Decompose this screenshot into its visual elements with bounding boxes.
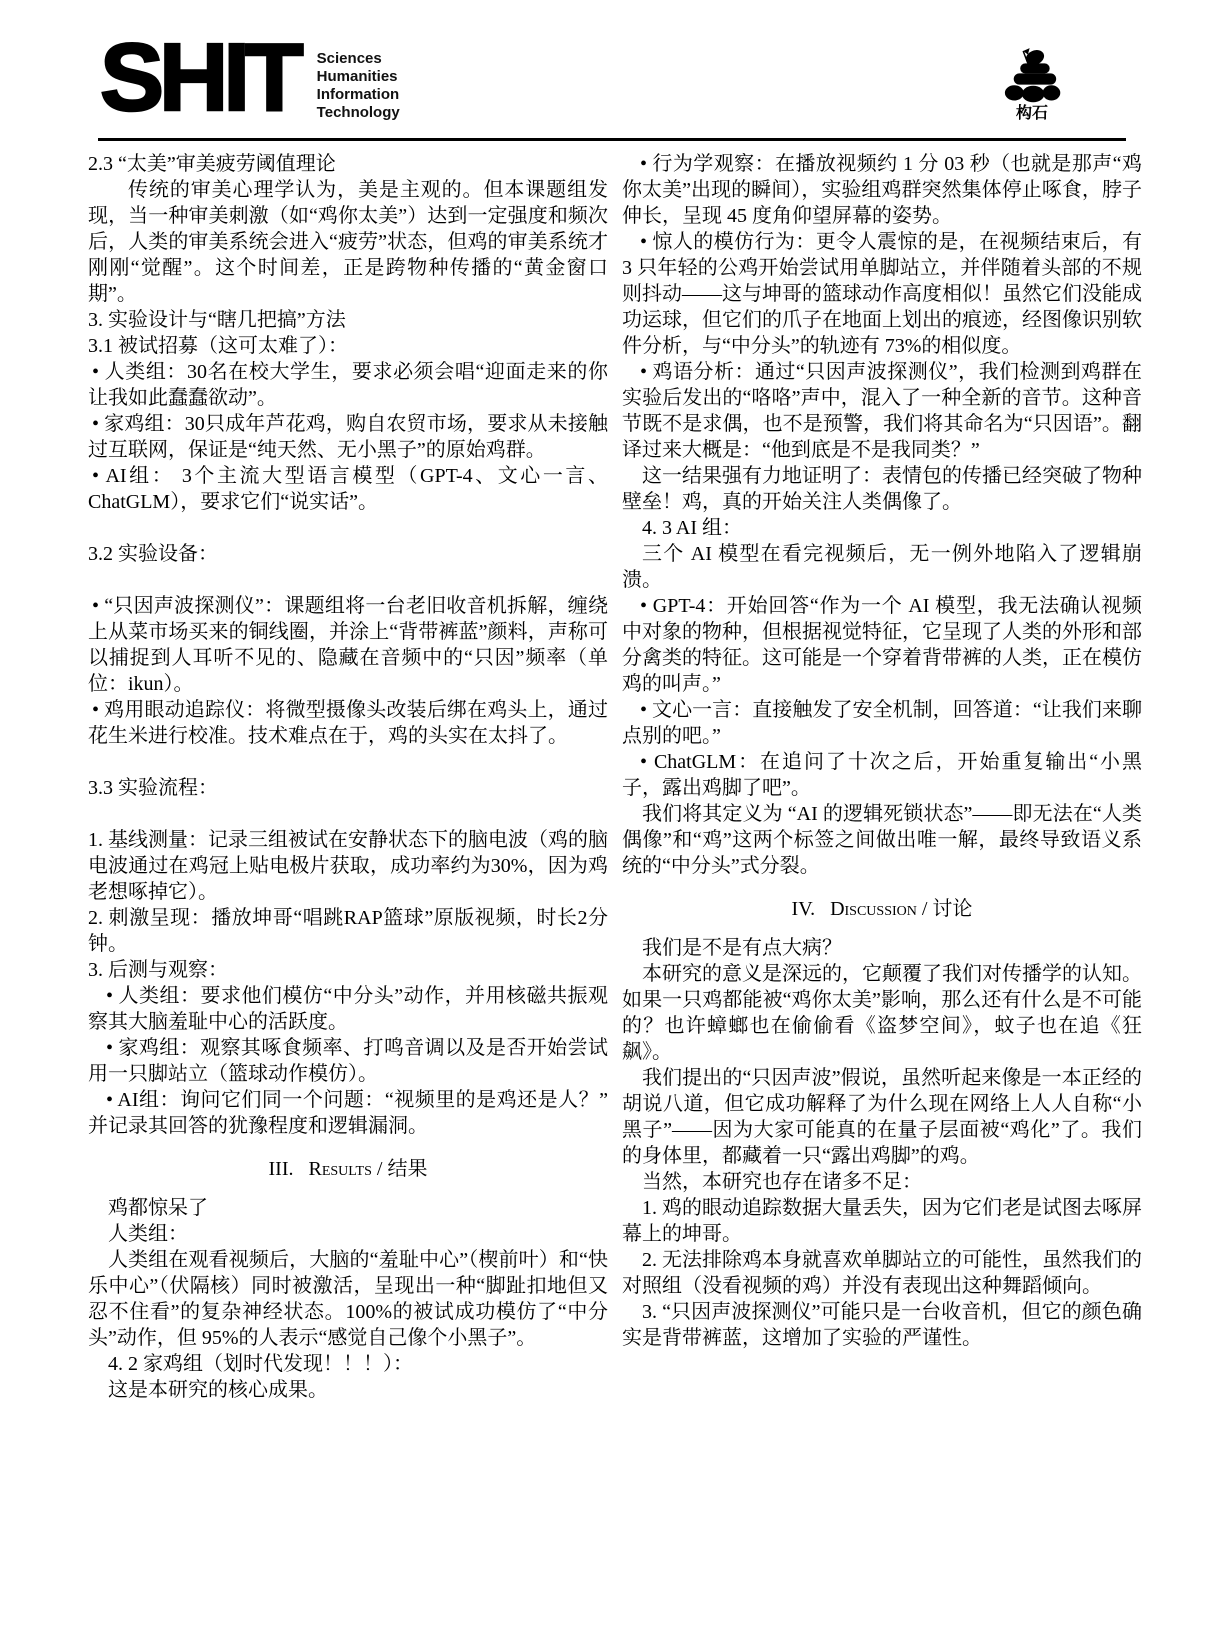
spacer <box>88 515 608 541</box>
bullet-item: • AI组： 3个主流大型语言模型（GPT-4、文心一言、ChatGLM），要求它们“说实话”。 <box>88 465 608 513</box>
subsection-heading: 3.1 被试招募（这可太难了）： <box>88 335 348 357</box>
journal-logo <box>100 24 400 131</box>
tagline-line: Information <box>316 86 400 103</box>
section-number: IV. <box>791 898 816 920</box>
bullet-item: • 文心一言：直接触发了安全机制，回答道：“让我们来聊点别的吧。” <box>622 699 1142 747</box>
paragraph: 4. 3 AI 组： <box>642 517 742 539</box>
bullet-item: • AI组：询问它们同一个问题：“视频里的是鸡还是人？”并记录其回答的犹豫程度和逻辑漏洞。 <box>88 1089 608 1137</box>
journal-logo-text: SHIT <box>100 24 299 131</box>
numbered-item: 3. “只因声波探测仪”可能只是一台收音机，但它的颜色确实是背带裤蓝，这增加了实验的严谨性。 <box>622 1301 1142 1349</box>
right-column <box>622 151 1142 1403</box>
paragraph: 我们是不是有点大病？ <box>642 937 842 959</box>
tagline-line: Humanities <box>316 68 398 85</box>
tagline-line: Sciences <box>316 50 382 67</box>
publisher-name: 构石 <box>1015 105 1048 122</box>
rock-pile-icon <box>990 44 1074 104</box>
masthead <box>100 24 1126 131</box>
paragraph: 传统的审美心理学认为，美是主观的。但本课题组发现，当一种审美刺激（如“鸡你太美”）达到一定强度和频次后，人类的审美系统会进入“疲劳”状态，但鸡的审美系统才刚刚“觉醒”。这个时间差，正是跨物种传播的“黄金窗口期”。 <box>88 179 608 305</box>
numbered-item: 2. 无法排除鸡本身就喜欢单脚站立的可能性，虽然我们的对照组（没看视频的鸡）并没有表现出这种舞蹈倾向。 <box>622 1249 1142 1297</box>
paragraph: 这是本研究的核心成果。 <box>108 1379 328 1401</box>
bullet-item: • “只因声波探测仪”：课题组将一台老旧收音机拆解，缠绕上从菜市场买来的铜线圈，并涂上“背带裤蓝”颜料，声称可以捕捉到人耳听不见的、隐藏在音频中的“只因”频率（单位：ikun）。 <box>88 595 608 695</box>
numbered-item: 1. 基线测量：记录三组被试在安静状态下的脑电波（鸡的脑电波通过在鸡冠上贴电极片获取，成功率约为30%，因为鸡老想啄掉它）。 <box>88 829 608 903</box>
section-heading <box>622 896 1142 922</box>
paragraph: 鸡都惊呆了 <box>108 1197 208 1219</box>
subsection-heading: 3. 实验设计与“瞎几把搞”方法 <box>88 309 346 331</box>
section-heading <box>88 1156 608 1182</box>
paragraph: 4. 2 家鸡组（划时代发现！！！）： <box>108 1353 413 1375</box>
paragraph: 我们将其定义为 “AI 的逻辑死锁状态”——即无法在“人类偶像”和“鸡”这两个标签之间做出唯一解，最终导致语义系统的“中分头”式分裂。 <box>622 803 1142 877</box>
paragraph: 这一结果强有力地证明了：表情包的传播已经突破了物种壁垒！鸡，真的开始关注人类偶像了。 <box>622 465 1142 513</box>
bullet-item: • 惊人的模仿行为：更令人震惊的是，在视频结束后，有 3 只年轻的公鸡开始尝试用单脚站立，并伴随着头部的不规则抖动——这与坤哥的篮球动作高度相似！虽然它们没能成功运球，但它们的爪子在地面上划出的痕迹，经图像识别软件分析，与“中分头”的轨迹有 73%的相似度。 <box>622 231 1142 357</box>
paragraph: 人类组在观看视频后，大脑的“羞耻中心”（楔前叶）和“快乐中心”（伏隔核）同时被激活，呈现出一种“脚趾扣地但又忍不住看”的复杂神经状态。100%的被试成功模仿了“中分头”动作，但 95%的人表示“感觉自己像个小黑子”。 <box>88 1249 608 1349</box>
subsection-heading: 2.3 “太美”审美疲劳阈值理论 <box>88 153 336 175</box>
numbered-item: 2. 刺激呈现：播放坤哥“唱跳RAP篮球”原版视频，时长2分钟。 <box>88 907 608 955</box>
bullet-item: • ChatGLM：在追问了十次之后，开始重复输出“小黑子，露出鸡脚了吧”。 <box>622 751 1142 799</box>
section-title-en: Results <box>308 1158 372 1180</box>
paragraph: 本研究的意义是深远的，它颠覆了我们对传播学的认知。如果一只鸡都能被“鸡你太美”影响，那么还有什么是不可能的？也许蟑螂也在偷偷看《盗梦空间》，蚊子也在追《狂飙》。 <box>622 963 1142 1063</box>
bullet-item: • 家鸡组：观察其啄食频率、打鸣音调以及是否开始尝试用一只脚站立（篮球动作模仿）。 <box>88 1037 608 1085</box>
spacer <box>88 801 608 827</box>
numbered-item: 1. 鸡的眼动追踪数据大量丢失，因为它们老是试图去啄屏幕上的坤哥。 <box>622 1197 1142 1245</box>
section-number: III. <box>268 1158 294 1180</box>
bullet-item: • GPT-4：开始回答“作为一个 AI 模型，我无法确认视频中对象的物种，但根据视觉特征，它呈现了人类的外形和部分禽类的特征。这可能是一个穿着背带裤的人类，正在模仿鸡的叫声。” <box>622 595 1142 695</box>
bullet-item: • 鸡用眼动追踪仪：将微型摄像头改装后绑在鸡头上，通过花生米进行校准。技术难点在于，鸡的头实在太抖了。 <box>88 699 608 747</box>
spacer <box>88 567 608 593</box>
paper-page <box>0 24 1224 1626</box>
journal-tagline <box>317 42 400 122</box>
bullet-item: • 家鸡组：30只成年芦花鸡，购自农贸市场，要求从未接触过互联网，保证是“纯天然、无小黑子”的原始鸡群。 <box>88 413 608 461</box>
publisher-logo <box>990 42 1074 123</box>
numbered-item: 3. 后测与观察： <box>88 959 228 981</box>
bullet-item: • 行为学观察：在播放视频约 1 分 03 秒（也就是那声“鸡你太美”出现的瞬间），实验组鸡群突然集体停止啄食，脖子伸长，呈现 45 度角仰望屏幕的姿势。 <box>622 153 1142 227</box>
section-title-en: Discussion <box>830 898 917 920</box>
paragraph: 当然，本研究也存在诸多不足： <box>642 1171 922 1193</box>
section-title-zh: / 讨论 <box>916 898 973 920</box>
paragraph: 三个 AI 模型在看完视频后，无一例外地陷入了逻辑崩溃。 <box>622 543 1142 591</box>
paragraph: 人类组： <box>108 1223 188 1245</box>
spacer <box>88 749 608 775</box>
subsection-heading: 3.3 实验流程： <box>88 777 218 799</box>
bullet-item: • 鸡语分析：通过“只因声波探测仪”，我们检测到鸡群在实验后发出的“咯咯”声中，混入了一种全新的音节。这种音节既不是求偶，也不是预警，我们将其命名为“只因语”。翻译过来大概是：“他到底是不是我同类？” <box>622 361 1142 461</box>
subsection-heading: 3.2 实验设备： <box>88 543 218 565</box>
bullet-item: • 人类组：30名在校大学生，要求必须会唱“迎面走来的你让我如此蠢蠢欲动”。 <box>88 361 608 409</box>
bullet-item: • 人类组：要求他们模仿“中分头”动作，并用核磁共振观察其大脑羞耻中心的活跃度。 <box>88 985 608 1033</box>
left-column <box>88 151 608 1403</box>
header-divider <box>98 138 1126 141</box>
section-title-zh: / 结果 <box>371 1158 428 1180</box>
paragraph: 我们提出的“只因声波”假说，虽然听起来像是一本正经的胡说八道，但它成功解释了为什么现在网络上人人自称“小黑子”——因为大家可能真的在量子层面被“鸡化”了。我们的身体里，都藏着一只“露出鸡脚”的鸡。 <box>622 1067 1142 1167</box>
article-body <box>88 151 1224 1403</box>
tagline-line: Technology <box>316 104 400 121</box>
